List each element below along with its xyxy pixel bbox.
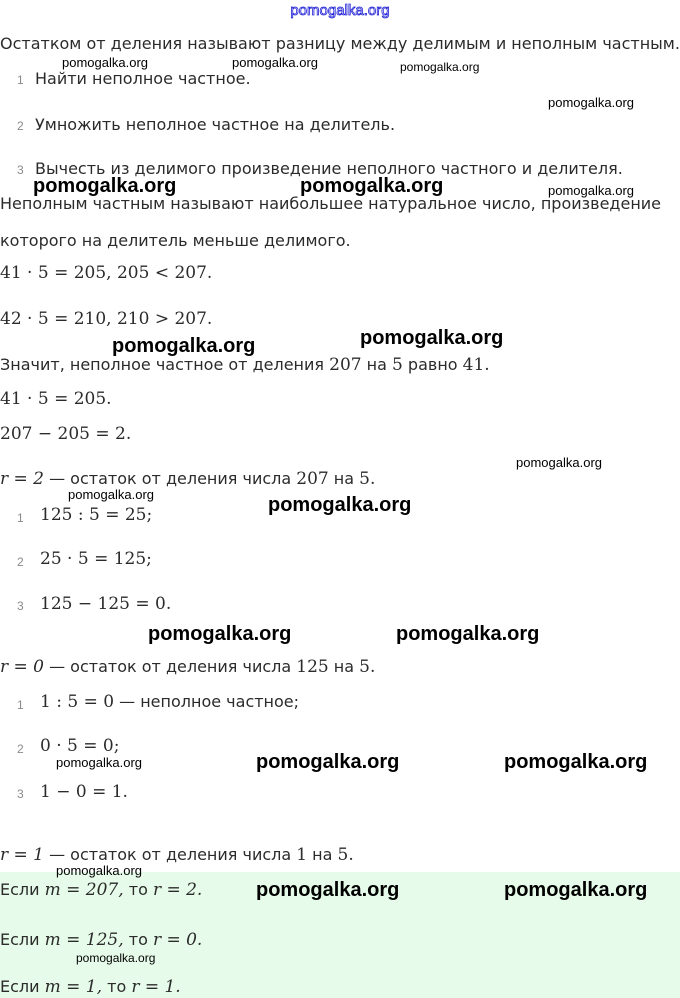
watermark: pomogalka.org [396,623,540,645]
watermark: pomogalka.org [256,751,400,773]
watermark: pomogalka.org [232,55,318,70]
step-line: 1 : 5 = 0 — неполное частное; [40,692,300,712]
remainder-statement: r = 2 — остаток от деления числа 207 на 5. [0,469,376,489]
watermark: pomogalka.org [76,951,156,965]
equation: 207 − 205 = 2. [0,424,132,444]
watermark: pomogalka.org [68,487,154,502]
step-number: 2 [17,119,24,133]
equation: 0 · 5 = 0; [40,736,120,756]
definition-line-1: Неполным частным называют наибольшее натуральное число, произведение [0,194,662,213]
equation: 42 · 5 = 210, 210 > 207. [0,309,213,329]
step-text: Умножить неполное частное на делитель. [35,115,396,134]
watermark: pomogalka.org [56,863,142,878]
watermark: pomogalka.org [148,623,292,645]
watermark: pomogalka.org [33,175,177,197]
watermark: pomogalka.org [300,175,444,197]
watermark: pomogalka.org [548,95,634,110]
conclusion: Значит, неполное частное от деления 207 на 5 равно 41. [0,355,490,375]
watermark: pomogalka.org [268,494,412,516]
equation: 125 : 5 = 25; [40,505,153,525]
watermark: pomogalka.org [56,755,142,770]
step-number: 1 [17,73,24,87]
equation: 41 · 5 = 205, 205 < 207. [0,263,213,283]
watermark: pomogalka.org [360,327,504,349]
answer-line: Если m = 1, то r = 1. [0,977,181,997]
equation: 1 − 0 = 1. [40,782,128,802]
answer-line: Если m = 207, то r = 2. [0,880,203,900]
definition-line-2: которого на делитель меньше делимого. [0,231,351,250]
equation: 25 · 5 = 125; [40,549,152,569]
watermark: pomogalka.org [256,879,400,901]
step-text: Вычесть из делимого произведение неполного частного и делителя. [35,159,623,178]
remainder-statement: r = 0 — остаток от деления числа 125 на 5. [0,657,376,677]
step-number: 2 [17,555,24,569]
site-header: pomogalka.org [290,2,390,19]
watermark: pomogalka.org [504,879,648,901]
remainder-statement: r = 1 — остаток от деления числа 1 на 5. [0,845,354,865]
step-number: 1 [17,511,24,525]
step-number: 3 [17,163,24,177]
equation: 125 − 125 = 0. [40,594,172,614]
watermark: pomogalka.org [548,183,634,198]
watermark: pomogalka.org [400,60,480,74]
step-number: 2 [17,742,24,756]
watermark: pomogalka.org [504,751,648,773]
equation: 41 · 5 = 205. [0,389,112,409]
step-number: 3 [17,599,24,613]
step-text: Найти неполное частное. [35,69,251,88]
answer-line: Если m = 125, то r = 0. [0,930,203,950]
watermark: pomogalka.org [62,55,148,70]
step-number: 3 [17,787,24,801]
step-number: 1 [17,698,24,712]
intro-text: Остатком от деления называют разницу между делимым и неполным частным. [0,34,680,53]
watermark: pomogalka.org [516,455,602,470]
watermark: pomogalka.org [112,335,256,357]
